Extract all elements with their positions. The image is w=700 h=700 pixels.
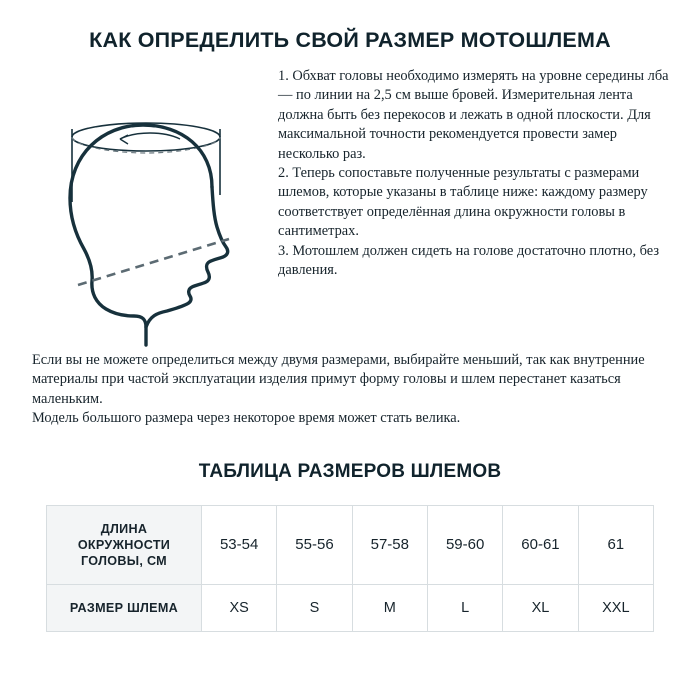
face-profile-outline [146, 187, 228, 327]
row-header-size: РАЗМЕР ШЛЕМА [47, 584, 202, 631]
content-row [0, 53, 700, 347]
size-cell-3: M [352, 584, 427, 631]
instruction-item-1: 1. Обхват головы необходимо измерять на уровне середины лба — по линии на 2,5 см выше бровей. Измерительная лента должна быть без перекосов и лежать в одной плоскости. Для максимальной точности рекомендуется провести замер несколько раз. [278, 68, 669, 162]
row-header-line-3: ГОЛОВЫ, СМ [81, 553, 167, 568]
note-line-2: Модель большого размера через некоторое время может стать велика. [32, 410, 461, 427]
circumference-cell-5: 60-61 [503, 505, 578, 584]
circumference-cell-1: 53-54 [202, 505, 277, 584]
instruction-item-3: 3. Мотошлем должен сидеть на голове достаточно плотно, без давления. [278, 242, 660, 279]
size-cell-2: S [277, 584, 352, 631]
table-title: ТАБЛИЦА РАЗМЕРОВ ШЛЕМОВ [198, 460, 502, 482]
direction-arrow-head [120, 135, 128, 144]
direction-arrow [120, 133, 180, 139]
circumference-cell-4: 59-60 [427, 505, 502, 584]
row-header-circumference [47, 505, 202, 584]
size-cell-6: XXL [578, 584, 653, 631]
circumference-cell-6: 61 [578, 505, 653, 584]
measuring-tape-line [78, 239, 229, 285]
instructions-text [260, 67, 676, 280]
head-diagram-svg [24, 67, 260, 347]
row-header-line-1: ДЛИНА [100, 521, 148, 536]
circumference-cell-3: 57-58 [352, 505, 427, 584]
row-header-line-2: ОКРУЖНОСТИ [77, 537, 171, 552]
page-title: КАК ОПРЕДЕЛИТЬ СВОЙ РАЗМЕР МОТОШЛЕМА [89, 28, 611, 52]
note-line-1: Если вы не можете определиться между двумя размерами, выбирайте меньший, так как внутренние материалы при частой эксплуатации изделия примут форму головы и шлем перестанет казаться маленьким. [32, 352, 645, 407]
table-row-circumference [47, 505, 654, 584]
sizes-table-wrap [46, 505, 654, 632]
sizes-table [46, 505, 654, 632]
circumference-cell-2: 55-56 [277, 505, 352, 584]
head-profile-outline [70, 125, 212, 345]
notes-text [0, 347, 700, 429]
table-row-size [47, 584, 654, 631]
size-cell-4: L [427, 584, 502, 631]
size-cell-5: XL [503, 584, 578, 631]
instruction-item-2: 2. Теперь сопоставьте полученные результаты с размерами шлемов, которые указаны в таблице ниже: каждому размеру соответствует определённая длина окружности головы в сантиметрах. [278, 165, 648, 240]
size-cell-1: XS [202, 584, 277, 631]
head-measurement-figure [24, 67, 260, 347]
